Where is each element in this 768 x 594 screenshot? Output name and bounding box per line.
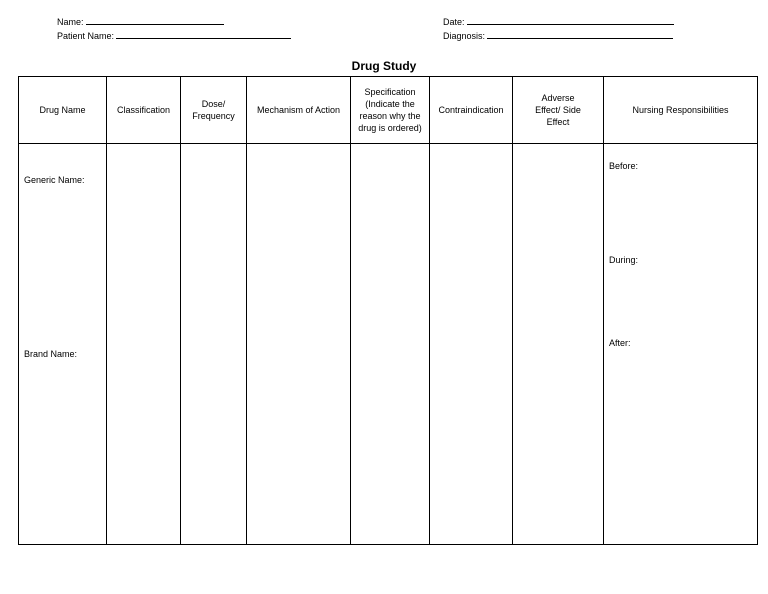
date-label: Date:	[443, 17, 465, 27]
before-label: Before:	[609, 161, 639, 171]
patient-name-line[interactable]	[116, 29, 291, 39]
specification-cell[interactable]	[351, 144, 430, 545]
date-line[interactable]	[467, 15, 674, 25]
diagnosis-field[interactable]	[443, 29, 673, 42]
drug-study-table	[18, 76, 758, 545]
name-label: Name:	[57, 17, 84, 27]
mechanism-cell[interactable]	[247, 144, 351, 545]
name-line[interactable]	[86, 15, 224, 25]
diagnosis-label: Diagnosis:	[443, 31, 486, 41]
dose-frequency-cell[interactable]	[181, 144, 247, 545]
during-label: During:	[609, 255, 639, 265]
column-header-adverse-effect: Adverse Effect/ Side Effect	[513, 77, 604, 144]
column-header-drug-name: Drug Name	[19, 77, 107, 144]
column-header-specification: Specification (Indicate the reason why the drug is ordered)	[351, 77, 430, 144]
column-header-mechanism: Mechanism of Action	[247, 77, 351, 144]
drug-name-cell[interactable]	[19, 144, 107, 545]
column-header-classification: Classification	[107, 77, 181, 144]
document-title: Drug Study	[351, 59, 417, 73]
column-header-nursing-responsibilities: Nursing Responsibilities	[604, 77, 758, 144]
table-row	[19, 144, 758, 545]
classification-cell[interactable]	[107, 144, 181, 545]
after-label: After:	[609, 338, 631, 348]
brand-name-label: Brand Name:	[24, 349, 78, 359]
patient-name-field[interactable]	[57, 29, 291, 42]
header-row	[19, 77, 758, 144]
diagnosis-line[interactable]	[487, 29, 673, 39]
column-header-dose-frequency: Dose/ Frequency	[181, 77, 247, 144]
patient-name-label: Patient Name:	[57, 31, 115, 41]
nursing-responsibilities-cell[interactable]	[604, 144, 758, 545]
contraindication-cell[interactable]	[430, 144, 513, 545]
name-field[interactable]	[57, 15, 224, 28]
date-field[interactable]	[443, 15, 674, 28]
generic-name-label: Generic Name:	[24, 175, 85, 185]
adverse-effect-cell[interactable]	[513, 144, 604, 545]
column-header-contraindication: Contraindication	[430, 77, 513, 144]
